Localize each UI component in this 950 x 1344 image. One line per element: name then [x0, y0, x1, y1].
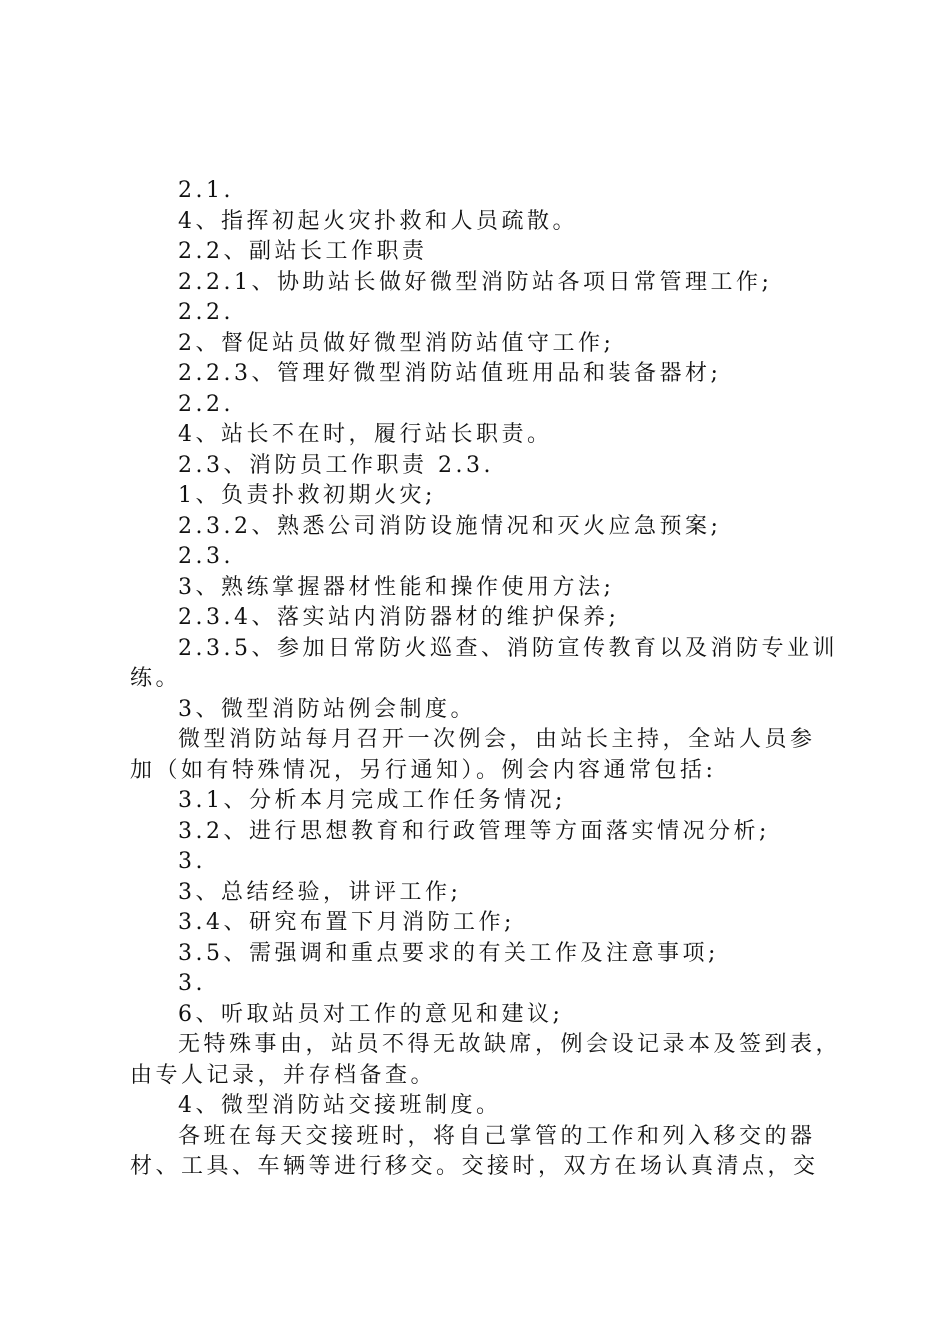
- document-body: [130, 176, 842, 1183]
- text-line: 4、站长不在时，履行站长职责。: [178, 422, 553, 447]
- text-line: 2、督促站员做好微型消防站值守工作;: [178, 330, 615, 356]
- text-line: 2.2.3、管理好微型消防站值班用品和装备器材;: [178, 361, 722, 386]
- text-line: 2.1.: [178, 178, 234, 203]
- text-line: 6、听取站员对工作的意见和建议;: [178, 1001, 564, 1027]
- text-line: 由专人记录，并存档备查。: [130, 1062, 437, 1088]
- text-line: 2.2.: [178, 391, 234, 417]
- text-line: 4、指挥初起火灾扑救和人员疏散。: [178, 208, 578, 234]
- text-line: 2.3.2、熟悉公司消防设施情况和灭火应急预案;: [178, 513, 722, 539]
- text-line: 3、熟练掌握器材性能和操作使用方法;: [178, 574, 615, 600]
- text-line: 2.3.4、落实站内消防器材的维护保养;: [178, 605, 620, 630]
- text-line: 材、工具、车辆等进行移交。交接时，双方在场认真清点，交: [130, 1154, 819, 1179]
- text-line: 3.5、需强调和重点要求的有关工作及注意事项;: [178, 940, 719, 966]
- text-line: 2.3、消防员工作职责 2.3.: [178, 452, 494, 478]
- text-line: 微型消防站每月召开一次例会，由站长主持，全站人员参: [178, 727, 816, 752]
- text-line: 1、负责扑救初期火灾;: [178, 483, 436, 508]
- text-line: 3.: [178, 849, 206, 874]
- text-line: 3、总结经验，讲评工作;: [178, 879, 462, 905]
- text-line: 3.4、研究布置下月消防工作;: [178, 910, 515, 935]
- text-line: 各班在每天交接班时，将自己掌管的工作和列入移交的器: [178, 1123, 816, 1149]
- text-line: 3.2、进行思想教育和行政管理等方面落实情况分析;: [178, 818, 770, 844]
- text-line: 3.1、分析本月完成工作任务情况;: [178, 788, 566, 813]
- text-line: 2.3.5、参加日常防火巡查、消防宣传教育以及消防专业训: [178, 635, 838, 661]
- text-line: 2.3.: [178, 544, 234, 569]
- text-line: 3.: [178, 971, 206, 996]
- text-line: 2.2.1、协助站长做好微型消防站各项日常管理工作;: [178, 269, 773, 295]
- text-line: 2.2、副站长工作职责: [178, 239, 428, 264]
- text-line: 2.2.: [178, 300, 234, 325]
- text-line: 无特殊事由，站员不得无故缺席，例会设记录本及签到表，: [178, 1032, 842, 1057]
- text-line: 练。: [130, 666, 182, 691]
- text-line: 4、微型消防站交接班制度。: [178, 1093, 502, 1118]
- text-line: 加（如有特殊情况，另行通知）。例会内容通常包括:: [130, 757, 717, 783]
- text-line: 3、微型消防站例会制度。: [178, 696, 476, 722]
